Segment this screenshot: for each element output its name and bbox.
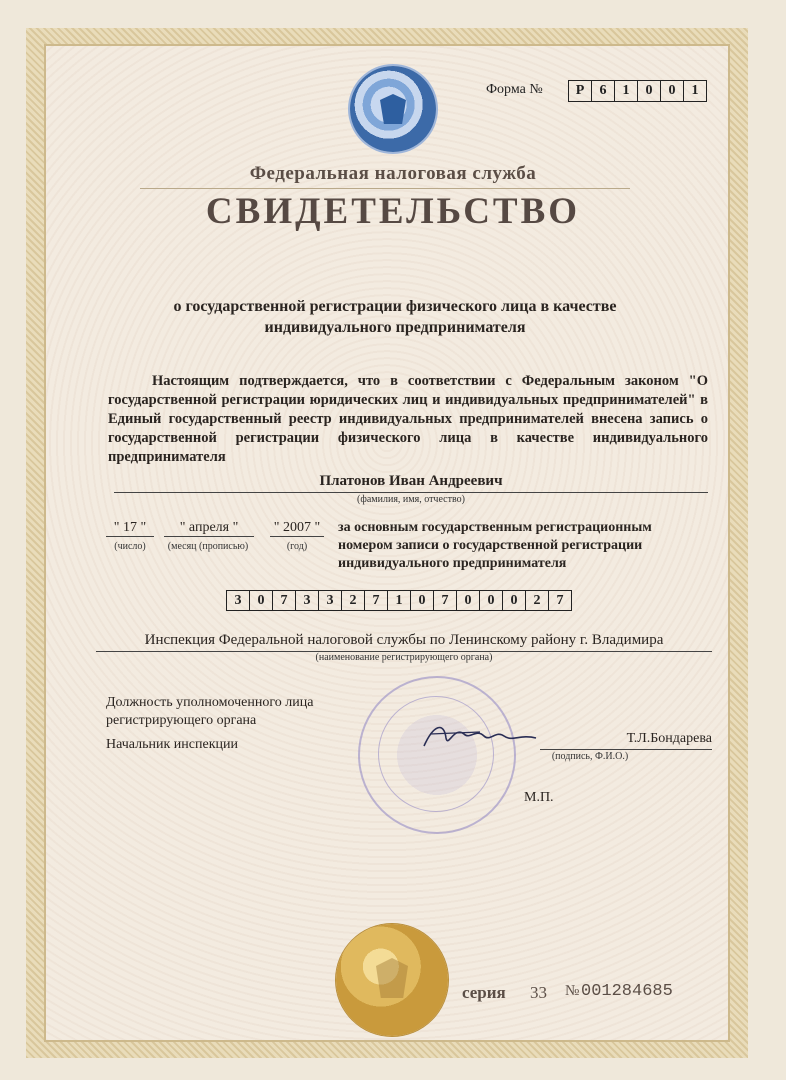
divider [140, 188, 630, 189]
signer-caption: (подпись, Ф.И.О.) [551, 751, 629, 762]
signature-icon [420, 716, 540, 756]
form-code-char: 1 [615, 81, 638, 101]
position-label: Должность уполномоченного лица регистрирующего органа [106, 695, 314, 728]
series-value: 33 [530, 983, 547, 1002]
seal-place-label: М.П. [524, 790, 554, 805]
certificate-number: 001284685 [581, 982, 673, 1001]
series-label: серия [462, 983, 506, 1002]
position-value: Начальник инспекции [106, 737, 238, 752]
seal-emblem-icon [376, 958, 408, 998]
registering-organ: Инспекция Федеральной налоговой службы по Ленинскому району г. Владимира [96, 632, 712, 652]
form-code-char: Р [569, 81, 592, 101]
hologram-emblem-icon [350, 66, 436, 152]
ogrnip-digit: 1 [388, 591, 411, 610]
date-year: " 2007 " [270, 520, 324, 537]
form-code-char: 0 [638, 81, 661, 101]
ogrnip-digit: 3 [296, 591, 319, 610]
person-name-caption: (фамилия, имя, отчество) [357, 494, 465, 505]
ogrnip-digit: 0 [250, 591, 273, 610]
ogrnip-digit: 0 [480, 591, 503, 610]
document-subtitle: о государственной регистрации физического лица в качестве индивидуального предпринимателя [173, 298, 617, 336]
form-code [568, 80, 707, 102]
date-day: " 17 " [106, 520, 154, 537]
gold-seal-icon [336, 924, 448, 1036]
eagle-emblem-icon [380, 94, 406, 124]
date-month: " апреля " [164, 520, 254, 537]
ogrnip-digit: 0 [457, 591, 480, 610]
ogrnip-digit: 2 [526, 591, 549, 610]
ogrnip-digit: 3 [319, 591, 342, 610]
ogrnip-digit: 7 [365, 591, 388, 610]
ogrnip-digit: 0 [503, 591, 526, 610]
ogrnip-digit: 3 [227, 591, 250, 610]
document-title: СВИДЕТЕЛЬСТВО [205, 191, 581, 232]
ogrnip-digit: 7 [434, 591, 457, 610]
ogrnip-digit: 7 [556, 592, 564, 608]
certificate-text: Настоящим подтверждается, что в соответствии с Федеральным законом "О государственной регистрации юридических лиц и индивидуальных предпринимателей" в Единый государственный реестр индивидуальных предпринимателей внесена запись о государственной регистрации физического лица в качестве индивидуального предпринимателя [108, 373, 708, 465]
date-month-caption: (месяц (прописью) [167, 541, 249, 552]
date-day-caption: (число) [114, 541, 146, 552]
ogrnip-digit: 0 [411, 591, 434, 610]
form-label: Форма № [486, 82, 543, 97]
ogrnip-digit: 7 [273, 591, 296, 610]
authority-name: Федеральная налоговая служба [249, 163, 537, 184]
form-code-char: 0 [661, 81, 684, 101]
number-sign: № [565, 983, 580, 999]
form-code-char: 6 [592, 81, 615, 101]
ogrnip-number [226, 590, 572, 611]
registration-number-text: за основным государственным регистрационным номером записи о государственной регистрации индивидуального предпринимателя [338, 520, 652, 571]
date-year-caption: (год) [286, 541, 308, 552]
form-code-char: 1 [691, 83, 699, 98]
registering-organ-caption: (наименование регистрирующего органа) [315, 652, 493, 663]
ogrnip-digit: 2 [342, 591, 365, 610]
person-name: Платонов Иван Андреевич [114, 473, 708, 493]
signer-name: Т.Л.Бондарева [540, 731, 712, 750]
